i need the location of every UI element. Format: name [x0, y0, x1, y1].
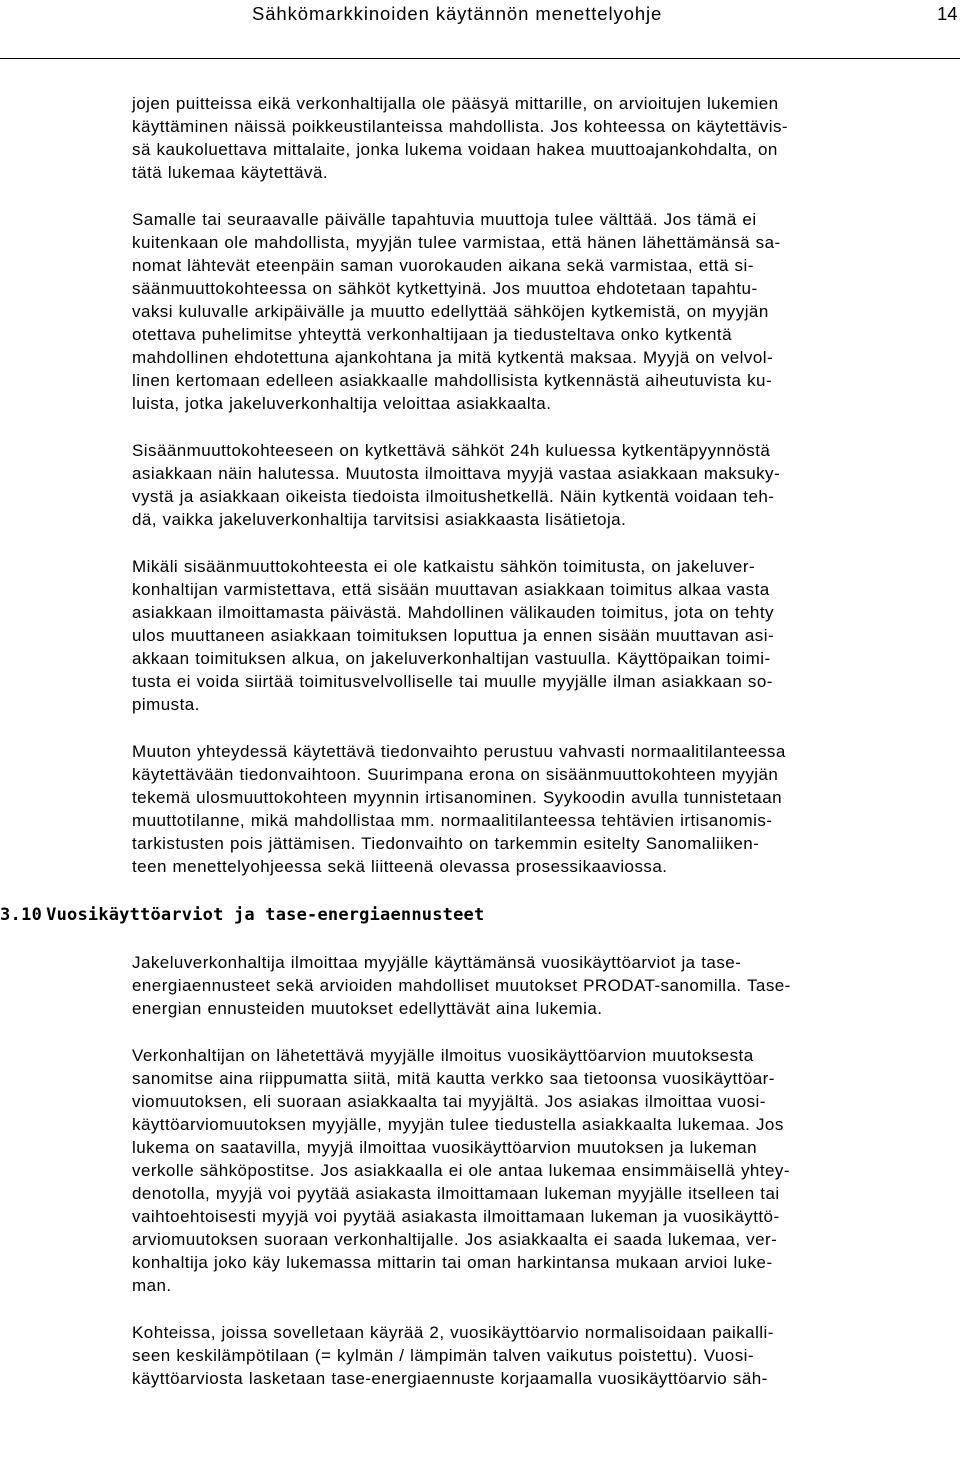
paragraph-line: dä, vaikka jakeluverkonhaltija tarvitsisi asiakkaasta lisätietoja. [132, 510, 627, 529]
paragraphs-before-section [132, 92, 954, 878]
paragraph-line: tätä lukemaa käytettävä. [132, 163, 329, 182]
paragraph-line: teen menettelyohjeessa sekä liitteenä olevassa prosessikaaviossa. [132, 857, 668, 876]
paragraph-line: Mikäli sisäänmuuttokohteesta ei ole katkaistu sähkön toimitusta, on jakeluver- [132, 557, 756, 576]
paragraph-line: denotolla, myyjä voi pyytää asiakasta ilmoittamaan lukeman myyjälle itselleen tai [132, 1184, 780, 1203]
paragraph-line: man. [132, 1276, 172, 1295]
paragraph-line: asiakkaan ilmoittamasta päivästä. Mahdollinen välikauden toimitus, jota on tehty [132, 603, 774, 622]
paragraph-line: seen keskilämpötilaan (= kylmän / lämpimän talven vaikutus poistettu). Vuosi- [132, 1346, 754, 1365]
paragraph-line: Muuton yhteydessä käytettävä tiedonvaihto perustuu vahvasti normaalitilanteessa [132, 742, 786, 761]
paragraph-line: Samalle tai seuraavalle päivälle tapahtuvia muuttoja tulee välttää. Jos tämä ei [132, 210, 757, 229]
paragraph-line: Kohteissa, joissa sovelletaan käyrää 2, vuosikäyttöarvio normalisoidaan paikalli- [132, 1323, 774, 1342]
paragraph-line: linen kertomaan edelleen asiakkaalle mahdollisista kytkennästä aiheutuvista ku- [132, 371, 773, 390]
paragraph [132, 555, 954, 716]
paragraph-line: otettava puhelimitse yhteyttä verkonhaltijaan ja tiedusteltava onko kytkentä [132, 325, 732, 344]
paragraph-line: sanomitse aina riippumatta siitä, mitä kautta verkko saa tietoonsa vuosikäyttöar- [132, 1069, 775, 1088]
section-title: Vuosikäyttöarviot ja tase-energiaennusteet [46, 905, 485, 925]
document-title: Sähkömarkkinoiden käytännön menettelyohje [252, 3, 663, 24]
paragraph-line: arviomuutoksen suoraan verkonhaltijalle. Jos asiakkaalta ei saada lukemaa, ver- [132, 1230, 778, 1249]
paragraph [132, 1321, 954, 1390]
paragraph [132, 1044, 954, 1297]
paragraph-line: kuitenkaan ole mahdollista, myyjän tulee varmistaa, että hänen lähettämänsä sa- [132, 233, 781, 252]
paragraph-line: vystä ja asiakkaan oikeista tiedoista ilmoitushetkellä. Näin kytkentä voidaan teh- [132, 487, 775, 506]
paragraph-line: viomuutoksen, eli suoraan asiakkaalta tai myyjältä. Jos asiakas ilmoittaa vuosi- [132, 1092, 766, 1111]
paragraph [132, 740, 954, 878]
paragraph-line: akkaan toimituksen alkua, on jakeluverkonhaltijan vastuulla. Käyttöpaikan toimi- [132, 649, 771, 668]
paragraph [132, 439, 954, 531]
paragraph-line: tarkistusten pois jättämisen. Tiedonvaihto on tarkemmin esitelty Sanomaliiken- [132, 834, 760, 853]
paragraph-line: Verkonhaltijan on lähetettävä myyjälle ilmoitus vuosikäyttöarvion muutoksesta [132, 1046, 754, 1065]
paragraph-line: säänmuuttokohteessa on sähköt kytkettyinä. Jos muuttoa ehdotetaan tapahtu- [132, 279, 758, 298]
paragraph-line: sä kaukoluettava mittalaite, jonka lukema voidaan hakea muuttoajankohdalta, on [132, 140, 778, 159]
paragraphs-after-section [132, 951, 954, 1390]
paragraph-line: luista, jotka jakeluverkonhaltija veloittaa asiakkaalta. [132, 394, 552, 413]
paragraph [132, 92, 954, 184]
paragraph-line: muuttotilanne, mikä mahdollistaa mm. normaalitilanteessa tehtävien irtisanomis- [132, 811, 773, 830]
section-number: 3.10 [0, 905, 43, 925]
paragraph-line: vaihtoehtoisesti myyjä voi pyytää asiakasta ilmoittamaan lukeman ja vuosikäyttö- [132, 1207, 780, 1226]
paragraph-line: tekemä ulosmuuttokohteen myynnin irtisanominen. Syykoodin avulla tunnistetaan [132, 788, 782, 807]
paragraph-line: nomat lähtevät eteenpäin saman vuorokauden aikana sekä varmistaa, että si- [132, 256, 754, 275]
paragraph-line: konhaltija joko käy lukemassa mittarin tai oman harkintansa mukaan arvioi luke- [132, 1253, 773, 1272]
paragraph-line: vaksi kuluvalle arkipäivälle ja muutto edellyttää sähköjen kytkemistä, on myyjän [132, 302, 769, 321]
paragraph-line: Jakeluverkonhaltija ilmoittaa myyjälle käyttämänsä vuosikäyttöarviot ja tase- [132, 953, 742, 972]
paragraph-line: konhaltijan varmistettava, että sisään muuttavan asiakkaan toimitus alkaa vasta [132, 580, 770, 599]
document-body [0, 92, 954, 1414]
paragraph-line: Sisäänmuuttokohteeseen on kytkettävä sähköt 24h kuluessa kytkentäpyynnöstä [132, 441, 771, 460]
paragraph-line: energiaennusteet sekä arvioiden mahdolliset muutokset PRODAT-sanomilla. Tase- [132, 976, 791, 995]
section-heading [0, 902, 954, 927]
paragraph-line: pimusta. [132, 695, 200, 714]
paragraph-line: käyttöarviosta lasketaan tase-energiaennuste korjaamalla vuosikäyttöarvio säh- [132, 1369, 768, 1388]
paragraph-line: ulos muuttaneen asiakkaan toimituksen loputtua ja ennen sisään muuttavan asi- [132, 626, 775, 645]
paragraph-line: mahdollinen ehdotettuna ajankohtana ja mitä kytkentä maksaa. Myyjä on velvol- [132, 348, 774, 367]
paragraph-line: lukema on saatavilla, myyjä ilmoittaa vuosikäyttöarvion muutoksen ja lukeman [132, 1138, 757, 1157]
paragraph-line: jojen puitteissa eikä verkonhaltijalla ole pääsyä mittarille, on arvioitujen lukemien [132, 94, 779, 113]
paragraph-line: verkolle sähköpostitse. Jos asiakkaalla ei ole antaa lukemaa ensimmäisellä yhtey- [132, 1161, 790, 1180]
paragraph-line: käyttäminen näissä poikkeustilanteissa mahdollista. Jos kohteessa on käytettävis- [132, 117, 789, 136]
paragraph-line: asiakkaan näin halutessa. Muutosta ilmoittava myyjä vastaa asiakkaan maksuky- [132, 464, 781, 483]
paragraph-line: käytettävään tiedonvaihtoon. Suurimpana erona on sisäänmuuttokohteen myyjän [132, 765, 779, 784]
page-header [0, 0, 960, 59]
paragraph-line: energian ennusteiden muutokset edellyttävät aina lukemia. [132, 999, 603, 1018]
paragraph [132, 208, 954, 415]
paragraph-line: käyttöarviomuutoksen myyjälle, myyjän tulee tiedustella asiakkaalta lukemaa. Jos [132, 1115, 784, 1134]
paragraph [132, 951, 954, 1020]
paragraph-line: tusta ei voida siirtää toimitusvelvolliselle tai muulle myyjälle ilman asiakkaan so- [132, 672, 773, 691]
page-number: 14 [937, 3, 958, 24]
